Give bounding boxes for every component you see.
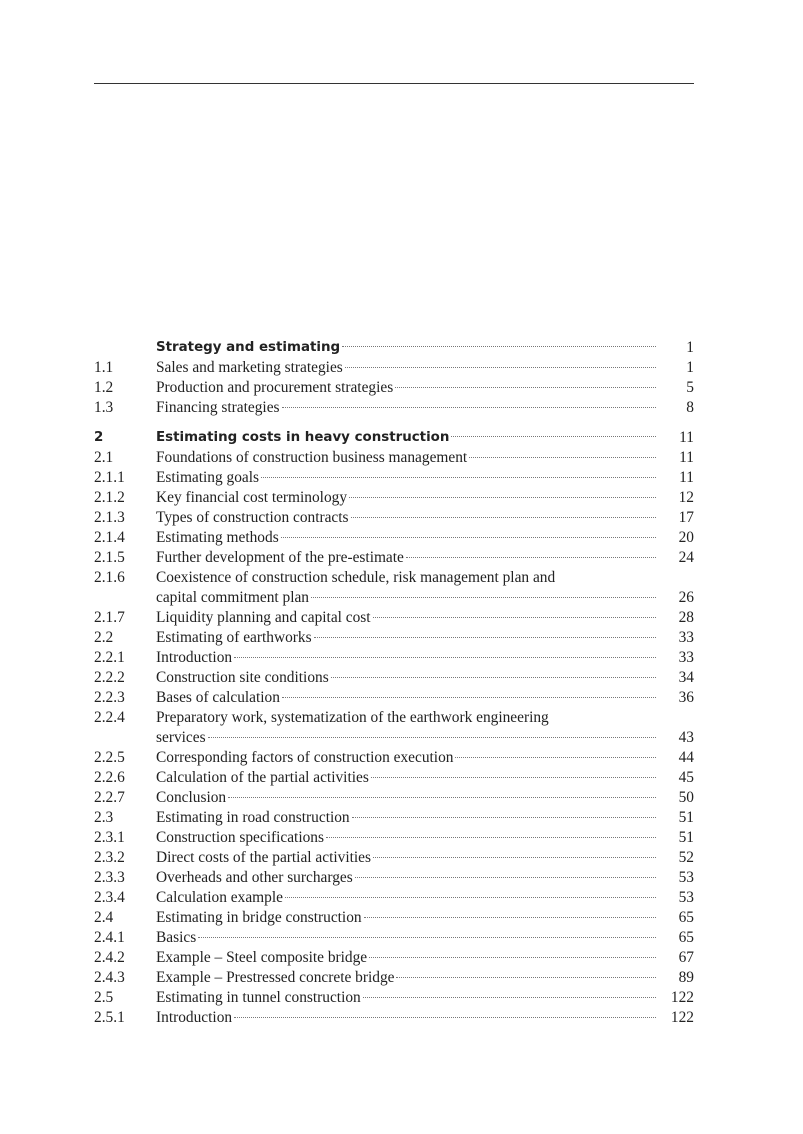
toc-page-number: 122 — [670, 1009, 694, 1026]
toc-page-number: 11 — [679, 449, 694, 466]
toc-page-number: 33 — [678, 629, 694, 646]
dot-leader — [349, 497, 656, 498]
dot-leader — [355, 877, 656, 878]
toc-entry[interactable] — [94, 708, 694, 748]
toc-page-number: 51 — [678, 809, 694, 826]
toc-entry-title-line: Financing strategies — [156, 399, 280, 416]
toc-entry-title-line: Estimating in road construction — [156, 809, 350, 826]
toc-entry[interactable] — [94, 668, 694, 688]
toc-page-number: 43 — [678, 729, 694, 746]
toc-page-number: 8 — [686, 399, 694, 416]
toc-entry-title — [156, 358, 656, 378]
toc-entry-title-line: Estimating of earthworks — [156, 629, 312, 646]
dot-leader — [469, 457, 656, 458]
toc-entry-title — [156, 868, 656, 888]
toc-entry-title — [156, 428, 656, 448]
toc-entry[interactable] — [94, 508, 694, 528]
toc-page-number: 17 — [678, 509, 694, 526]
toc-entry-title — [156, 488, 656, 508]
toc-entry-number: 2.1.6 — [94, 569, 125, 586]
toc-entry-title — [156, 688, 656, 708]
toc-entry-number: 2.2.5 — [94, 749, 125, 766]
toc-entry-title-line: Sales and marketing strategies — [156, 359, 343, 376]
toc-entry-title — [156, 908, 656, 928]
toc-page-number: 1 — [686, 359, 694, 376]
toc-chapter-entry[interactable] — [94, 428, 694, 448]
dot-leader — [342, 346, 656, 347]
toc-entry-title-line: Key financial cost terminology — [156, 489, 348, 506]
dot-leader — [352, 817, 656, 818]
toc-entry[interactable] — [94, 378, 694, 398]
toc-entry-title-line: Construction site conditions — [156, 669, 329, 686]
toc-entry-title — [156, 398, 656, 418]
dot-leader — [373, 857, 656, 858]
toc-entry-title-line: Estimating costs in heavy construction — [156, 430, 450, 445]
toc-entry-number: 2.3 — [94, 809, 114, 826]
dot-leader — [373, 617, 656, 618]
toc-entry[interactable] — [94, 358, 694, 378]
toc-entry-title-line: Preparatory work, systematization of the earthwork engineering — [156, 709, 549, 726]
toc-entry-number: 2.2.1 — [94, 649, 125, 666]
toc-entry-number: 2.5.1 — [94, 1009, 125, 1026]
toc-entry-title — [156, 508, 656, 528]
toc-entry-title — [156, 338, 656, 358]
toc-entry-title — [156, 548, 656, 568]
toc-entry-title-line: Example – Steel composite bridge — [156, 949, 368, 966]
toc-entry-title — [156, 708, 656, 748]
toc-entry-number: 1.3 — [94, 399, 114, 416]
toc-entry-title — [156, 648, 656, 668]
toc-entry-number: 2.1.5 — [94, 549, 125, 566]
toc-entry-title — [156, 828, 656, 848]
toc-entry[interactable] — [94, 448, 694, 468]
toc-entry-number: 2.2.4 — [94, 709, 125, 726]
toc-entry-number: 2.3.1 — [94, 829, 125, 846]
toc-entry[interactable] — [94, 768, 694, 788]
toc-entry-title-line: Estimating in tunnel construction — [156, 989, 361, 1006]
toc-entry-title-line: Overheads and other surcharges — [156, 869, 353, 886]
toc-entry-title-line: Estimating methods — [156, 529, 279, 546]
dot-leader — [345, 367, 656, 368]
toc-entry-title-line: Example – Prestressed concrete bridge — [156, 969, 395, 986]
toc-page-number: 52 — [678, 849, 694, 866]
dot-leader — [314, 637, 656, 638]
toc-page-number: 33 — [678, 649, 694, 666]
toc-entry-number: 2.3.3 — [94, 869, 125, 886]
toc-entry-title-line: Construction specifications — [156, 829, 324, 846]
toc-entry[interactable] — [94, 608, 694, 628]
toc-entry-title — [156, 928, 656, 948]
dot-leader — [208, 737, 656, 738]
toc-entry-title-line: Introduction — [156, 1009, 233, 1026]
toc-entry-title-line: Types of construction contracts — [156, 509, 349, 526]
toc-entry-number: 2.4 — [94, 909, 114, 926]
toc-entry-number: 2.1.3 — [94, 509, 125, 526]
toc-entry-title — [156, 888, 656, 908]
toc-page-number: 1 — [686, 339, 694, 356]
toc-entry-number: 1.2 — [94, 379, 114, 396]
toc-entry-title — [156, 668, 656, 688]
toc-entry[interactable] — [94, 528, 694, 548]
toc-entry[interactable] — [94, 788, 694, 808]
toc-entry-title — [156, 948, 656, 968]
toc-page-number: 36 — [678, 689, 694, 706]
toc-entry[interactable] — [94, 748, 694, 768]
toc-entry-number: 2.2.6 — [94, 769, 125, 786]
toc-page-number: 24 — [678, 549, 694, 566]
toc-entry-number: 2.2 — [94, 629, 114, 646]
toc-entry-title-line: Further development of the pre-estimate — [156, 549, 404, 566]
toc-entry[interactable] — [94, 828, 694, 848]
toc-entry-title-line: Production and procurement strategies — [156, 379, 394, 396]
toc-entry[interactable] — [94, 988, 694, 1008]
dot-leader — [396, 977, 656, 978]
toc-entry-title — [156, 768, 656, 788]
toc-entry-title — [156, 808, 656, 828]
toc-page-number: 20 — [678, 529, 694, 546]
toc-entry-title — [156, 988, 656, 1008]
toc-entry-number: 2.4.1 — [94, 929, 125, 946]
dot-leader — [234, 1017, 656, 1018]
toc-chapter-entry[interactable] — [94, 338, 694, 358]
toc-entry-number: 2.1.4 — [94, 529, 125, 546]
toc-entry-number: 2.1 — [94, 449, 114, 466]
toc-page-number: 11 — [679, 429, 694, 446]
dot-leader — [406, 557, 656, 558]
toc-page-number: 12 — [678, 489, 694, 506]
dot-leader — [228, 797, 656, 798]
toc-entry-title — [156, 968, 656, 988]
toc-entry-title-line: Estimating in bridge construction — [156, 909, 362, 926]
toc-entry-title-line: Conclusion — [156, 789, 227, 806]
toc-entry[interactable] — [94, 548, 694, 568]
dot-leader — [364, 917, 656, 918]
toc-page-number: 5 — [686, 379, 694, 396]
toc-entry[interactable] — [94, 468, 694, 488]
toc-entry-title — [156, 628, 656, 648]
toc-entry-title — [156, 608, 656, 628]
dot-leader — [285, 897, 656, 898]
toc-entry[interactable] — [94, 628, 694, 648]
toc-page-number: 11 — [679, 469, 694, 486]
toc-entry-title-line: Coexistence of construction schedule, risk management plan and — [156, 569, 556, 586]
toc-entry-number: 2 — [94, 430, 104, 445]
toc-page-number: 65 — [678, 929, 694, 946]
toc-entry-title-line: Liquidity planning and capital cost — [156, 609, 371, 626]
toc-page-number: 45 — [678, 769, 694, 786]
toc-entry[interactable] — [94, 488, 694, 508]
toc-page-number: 28 — [678, 609, 694, 626]
toc-page-number: 44 — [678, 749, 694, 766]
toc-page-number: 51 — [678, 829, 694, 846]
toc-entry[interactable] — [94, 568, 694, 608]
dot-leader — [363, 997, 656, 998]
toc-entry-title-line: Introduction — [156, 649, 233, 666]
dot-leader — [351, 517, 656, 518]
toc-entry[interactable] — [94, 968, 694, 988]
toc-entry-title-line: Corresponding factors of construction execution — [156, 749, 454, 766]
toc-entry-title-line: capital commitment plan — [156, 589, 310, 606]
toc-page-number: 34 — [678, 669, 694, 686]
dot-leader — [311, 597, 656, 598]
toc-entry[interactable] — [94, 868, 694, 888]
dot-leader — [282, 407, 656, 408]
dot-leader — [455, 757, 656, 758]
toc-entry-number: 2.3.2 — [94, 849, 125, 866]
toc-page-number: 67 — [678, 949, 694, 966]
dot-leader — [331, 677, 656, 678]
toc-entry-number: 2.2.3 — [94, 689, 125, 706]
toc-entry-number: 2.3.4 — [94, 889, 125, 906]
dot-leader — [371, 777, 656, 778]
toc-entry-title-line: Foundations of construction business management — [156, 449, 468, 466]
toc-entry-title — [156, 448, 656, 468]
dot-leader — [282, 697, 656, 698]
toc-page-number: 26 — [678, 589, 694, 606]
toc-entry-title-line: Calculation example — [156, 889, 283, 906]
toc-entry-title — [156, 748, 656, 768]
dot-leader — [198, 937, 656, 938]
toc-entry-number: 2.4.3 — [94, 969, 125, 986]
toc-page-number: 50 — [678, 789, 694, 806]
toc-entry[interactable] — [94, 888, 694, 908]
toc-entry-title — [156, 568, 656, 608]
toc-entry-title-line: services — [156, 729, 206, 746]
toc-entry[interactable] — [94, 688, 694, 708]
toc-entry-title — [156, 468, 656, 488]
toc-entry-number: 2.1.7 — [94, 609, 125, 626]
dot-leader — [451, 436, 656, 437]
toc-entry[interactable] — [94, 908, 694, 928]
toc-entry[interactable] — [94, 848, 694, 868]
toc-entry-number: 2.1.2 — [94, 489, 125, 506]
toc-entry-title — [156, 528, 656, 548]
toc-entry-title-line: Direct costs of the partial activities — [156, 849, 371, 866]
toc-entry-title — [156, 1008, 656, 1028]
toc-entry[interactable] — [94, 948, 694, 968]
toc-page-number: 122 — [670, 989, 694, 1006]
toc-entry[interactable] — [94, 1008, 694, 1028]
toc-entry[interactable] — [94, 398, 694, 418]
toc-entry-number: 2.2.7 — [94, 789, 125, 806]
toc-entry[interactable] — [94, 928, 694, 948]
dot-leader — [234, 657, 656, 658]
table-of-contents — [94, 338, 694, 1028]
toc-entry-title — [156, 848, 656, 868]
toc-page-number: 53 — [678, 869, 694, 886]
toc-entry-number: 2.4.2 — [94, 949, 125, 966]
toc-entry-title-line: Basics — [156, 929, 197, 946]
toc-entry-title — [156, 788, 656, 808]
dot-leader — [369, 957, 656, 958]
toc-entry-title-line: Bases of calculation — [156, 689, 280, 706]
toc-entry-number: 2.2.2 — [94, 669, 125, 686]
header-rule — [94, 83, 694, 84]
toc-entry-title — [156, 378, 656, 398]
toc-page-number: 89 — [678, 969, 694, 986]
dot-leader — [395, 387, 656, 388]
toc-entry-title-line: Calculation of the partial activities — [156, 769, 369, 786]
toc-entry-title-line: Estimating goals — [156, 469, 260, 486]
toc-entry-number: 1.1 — [94, 359, 114, 376]
toc-entry-title-line: Strategy and estimating — [156, 340, 341, 355]
toc-entry-number: 2.5 — [94, 989, 114, 1006]
dot-leader — [281, 537, 656, 538]
toc-page-number: 53 — [678, 889, 694, 906]
dot-leader — [326, 837, 656, 838]
toc-entry[interactable] — [94, 648, 694, 668]
dot-leader — [261, 477, 656, 478]
toc-page-number: 65 — [678, 909, 694, 926]
toc-entry-number: 2.1.1 — [94, 469, 125, 486]
toc-entry[interactable] — [94, 808, 694, 828]
